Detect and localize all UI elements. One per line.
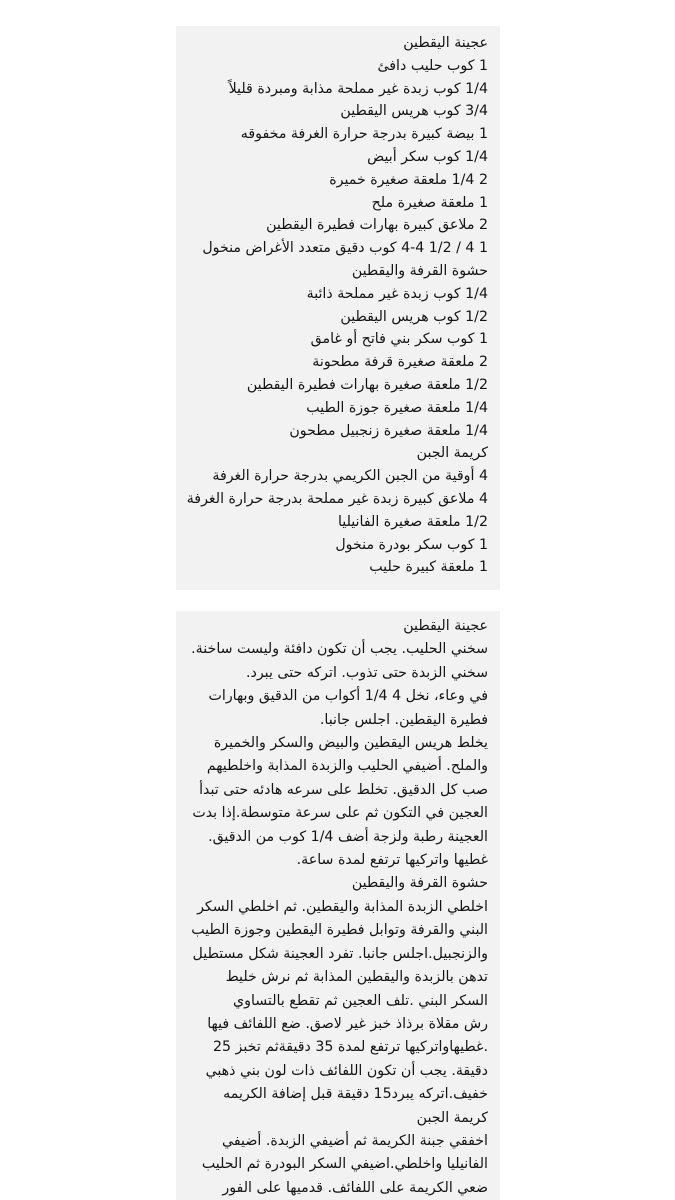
ingredient-line: 4 أوقية من الجبن الكريمي بدرجة حرارة الغرفة: [212, 468, 488, 485]
instruction-line: فطيرة اليقطين. اجلس جانبا.: [319, 711, 488, 728]
ingredient-line: 4 ملاعق كبيرة زبدة غير مملحة بدرجة حرارة الغرفة: [186, 490, 488, 507]
instruction-line: في وعاء، نخل 4 1/4 أكواب من الدقيق وبهارات: [208, 688, 488, 705]
ingredient-line: 1 كوب سكر بني فاتح أو غامق: [310, 331, 488, 348]
ingredient-line: 1 ملعقة كبيرة حليب: [369, 559, 488, 576]
ingredient-line: 2 ملاعق كبيرة بهارات فطيرة اليقطين: [266, 217, 488, 234]
ingredient-line: 1/2 ملعقة صغيرة الفانيليا: [337, 513, 488, 530]
instruction-line: البني والقرفة وتوابل فطيرة اليقطين وجوزة الطيب: [191, 922, 488, 939]
instruction-line: يخلط هريس اليقطين والبيض والسكر والخميرة: [213, 735, 488, 752]
instruction-line: صب كل الدقيق. تخلط على سرعه هادئه حتى تبدأ: [199, 781, 488, 798]
instruction-line: سخني الحليب. يجب أن تكون دافئة وليست ساخنة.: [191, 641, 488, 658]
ingredient-line: 3/4 كوب هريس اليقطين: [340, 103, 488, 120]
instruction-line: كريمة الجبن: [416, 1109, 488, 1126]
instruction-line: عجينة اليقطين: [403, 618, 488, 634]
ingredient-line: 1 ملعقة صغيرة ملح: [371, 194, 488, 211]
instruction-line: العجينة رطبة ولزجة أضف 1/4 كوب من الدقيق.: [208, 828, 488, 845]
instruction-line: دقيقة. يجب أن تكون اللفائف ذات لون بني ذهبي: [205, 1062, 488, 1079]
instruction-line: السكر البني .تلف العجين ثم تقطع بالتساوي: [232, 992, 488, 1009]
instruction-line: تدهن بالزبدة واليقطين المذابة ثم نرش خليط: [225, 969, 488, 986]
ingredient-line: حشوة القرفة واليقطين: [351, 262, 488, 279]
instruction-line: الفانيليا واخلطي.اضيفي السكر البودرة ثم الحليب: [201, 1156, 488, 1173]
ingredient-line: 2 ملعقة صغيرة قرفة مطحونة: [312, 354, 488, 371]
instruction-line: سخني الزبدة حتى تذوب. اتركه حتى يبرد.: [246, 664, 488, 681]
ingredient-line: 1/2 كوب هريس اليقطين: [340, 308, 488, 325]
ingredient-line: 1 بيضة كبيرة بدرجة حرارة الغرفة مخفوقه: [240, 126, 488, 143]
ingredient-line: 1 كوب حليب دافئ: [377, 57, 488, 74]
instructions-panel: [176, 611, 500, 1200]
ingredient-line: 1/4 ملعقة صغيرة زنجبيل مطحون: [289, 422, 488, 439]
instruction-line: ضعي الكريمة على اللفائف. قدميها على الفور: [222, 1179, 488, 1196]
instruction-line: خفيف.اتركه يبرد15 دقيقة قبل إضافة الكريمه: [223, 1086, 488, 1103]
instruction-line: العجين في التكون ثم على سرعة متوسطة.إذا بدت: [192, 805, 488, 822]
ingredient-line: 1/2 ملعقة صغيرة بهارات فطيرة اليقطين: [246, 376, 488, 393]
instruction-line: والملح. أضيفي الحليب والزبدة المذابة واخلطيهم: [206, 758, 488, 775]
instruction-line: والزنجبيل.اجلس جانبا. تفرد العجينة شكل مستطيل: [192, 945, 488, 962]
ingredient-line: 1/4 كوب سكر أبيض: [367, 148, 488, 165]
instruction-line: .غطيهاواتركيها ترتفع لمدة 35 دقيقةثم تخبز 25: [212, 1039, 488, 1056]
ingredient-line: 1 كوب سكر بودرة منخول: [335, 536, 488, 553]
ingredient-line: كريمة الجبن: [416, 445, 488, 462]
ingredient-line: 1/4 كوب زبدة غير مملحة مذابة ومبردة قليلاً: [228, 80, 488, 97]
ingredient-line: 1/4 ملعقة صغيرة جوزة الطيب: [306, 399, 488, 416]
instruction-line: حشوة القرفة واليقطين: [351, 875, 488, 892]
ingredient-line: 2 1/4 ملعقة صغيرة خميرة: [329, 171, 488, 188]
ingredient-line: 1 4 / 1/2 4-4 كوب دقيق متعدد الأغراض منخول: [202, 240, 488, 257]
instruction-line: غطيها واتركيها ترتفع لمدة ساعة.: [296, 852, 488, 869]
ingredient-line: 1/4 كوب زبدة غير مملحة ذائبة: [306, 285, 488, 302]
ingredients-panel: [176, 26, 500, 590]
instruction-line: رش مقلاة برذاذ خبز غير لاصق. ضع اللفائف فيها: [207, 1015, 488, 1032]
ingredient-line: عجينة اليقطين: [403, 35, 488, 51]
instruction-line: اخفقي جبنة الكريمة ثم أضيفي الزبدة. أضيفي: [222, 1132, 488, 1149]
instruction-line: اخلطي الزبدة المذابة واليقطين. ثم اخلطي السكر: [197, 898, 488, 915]
